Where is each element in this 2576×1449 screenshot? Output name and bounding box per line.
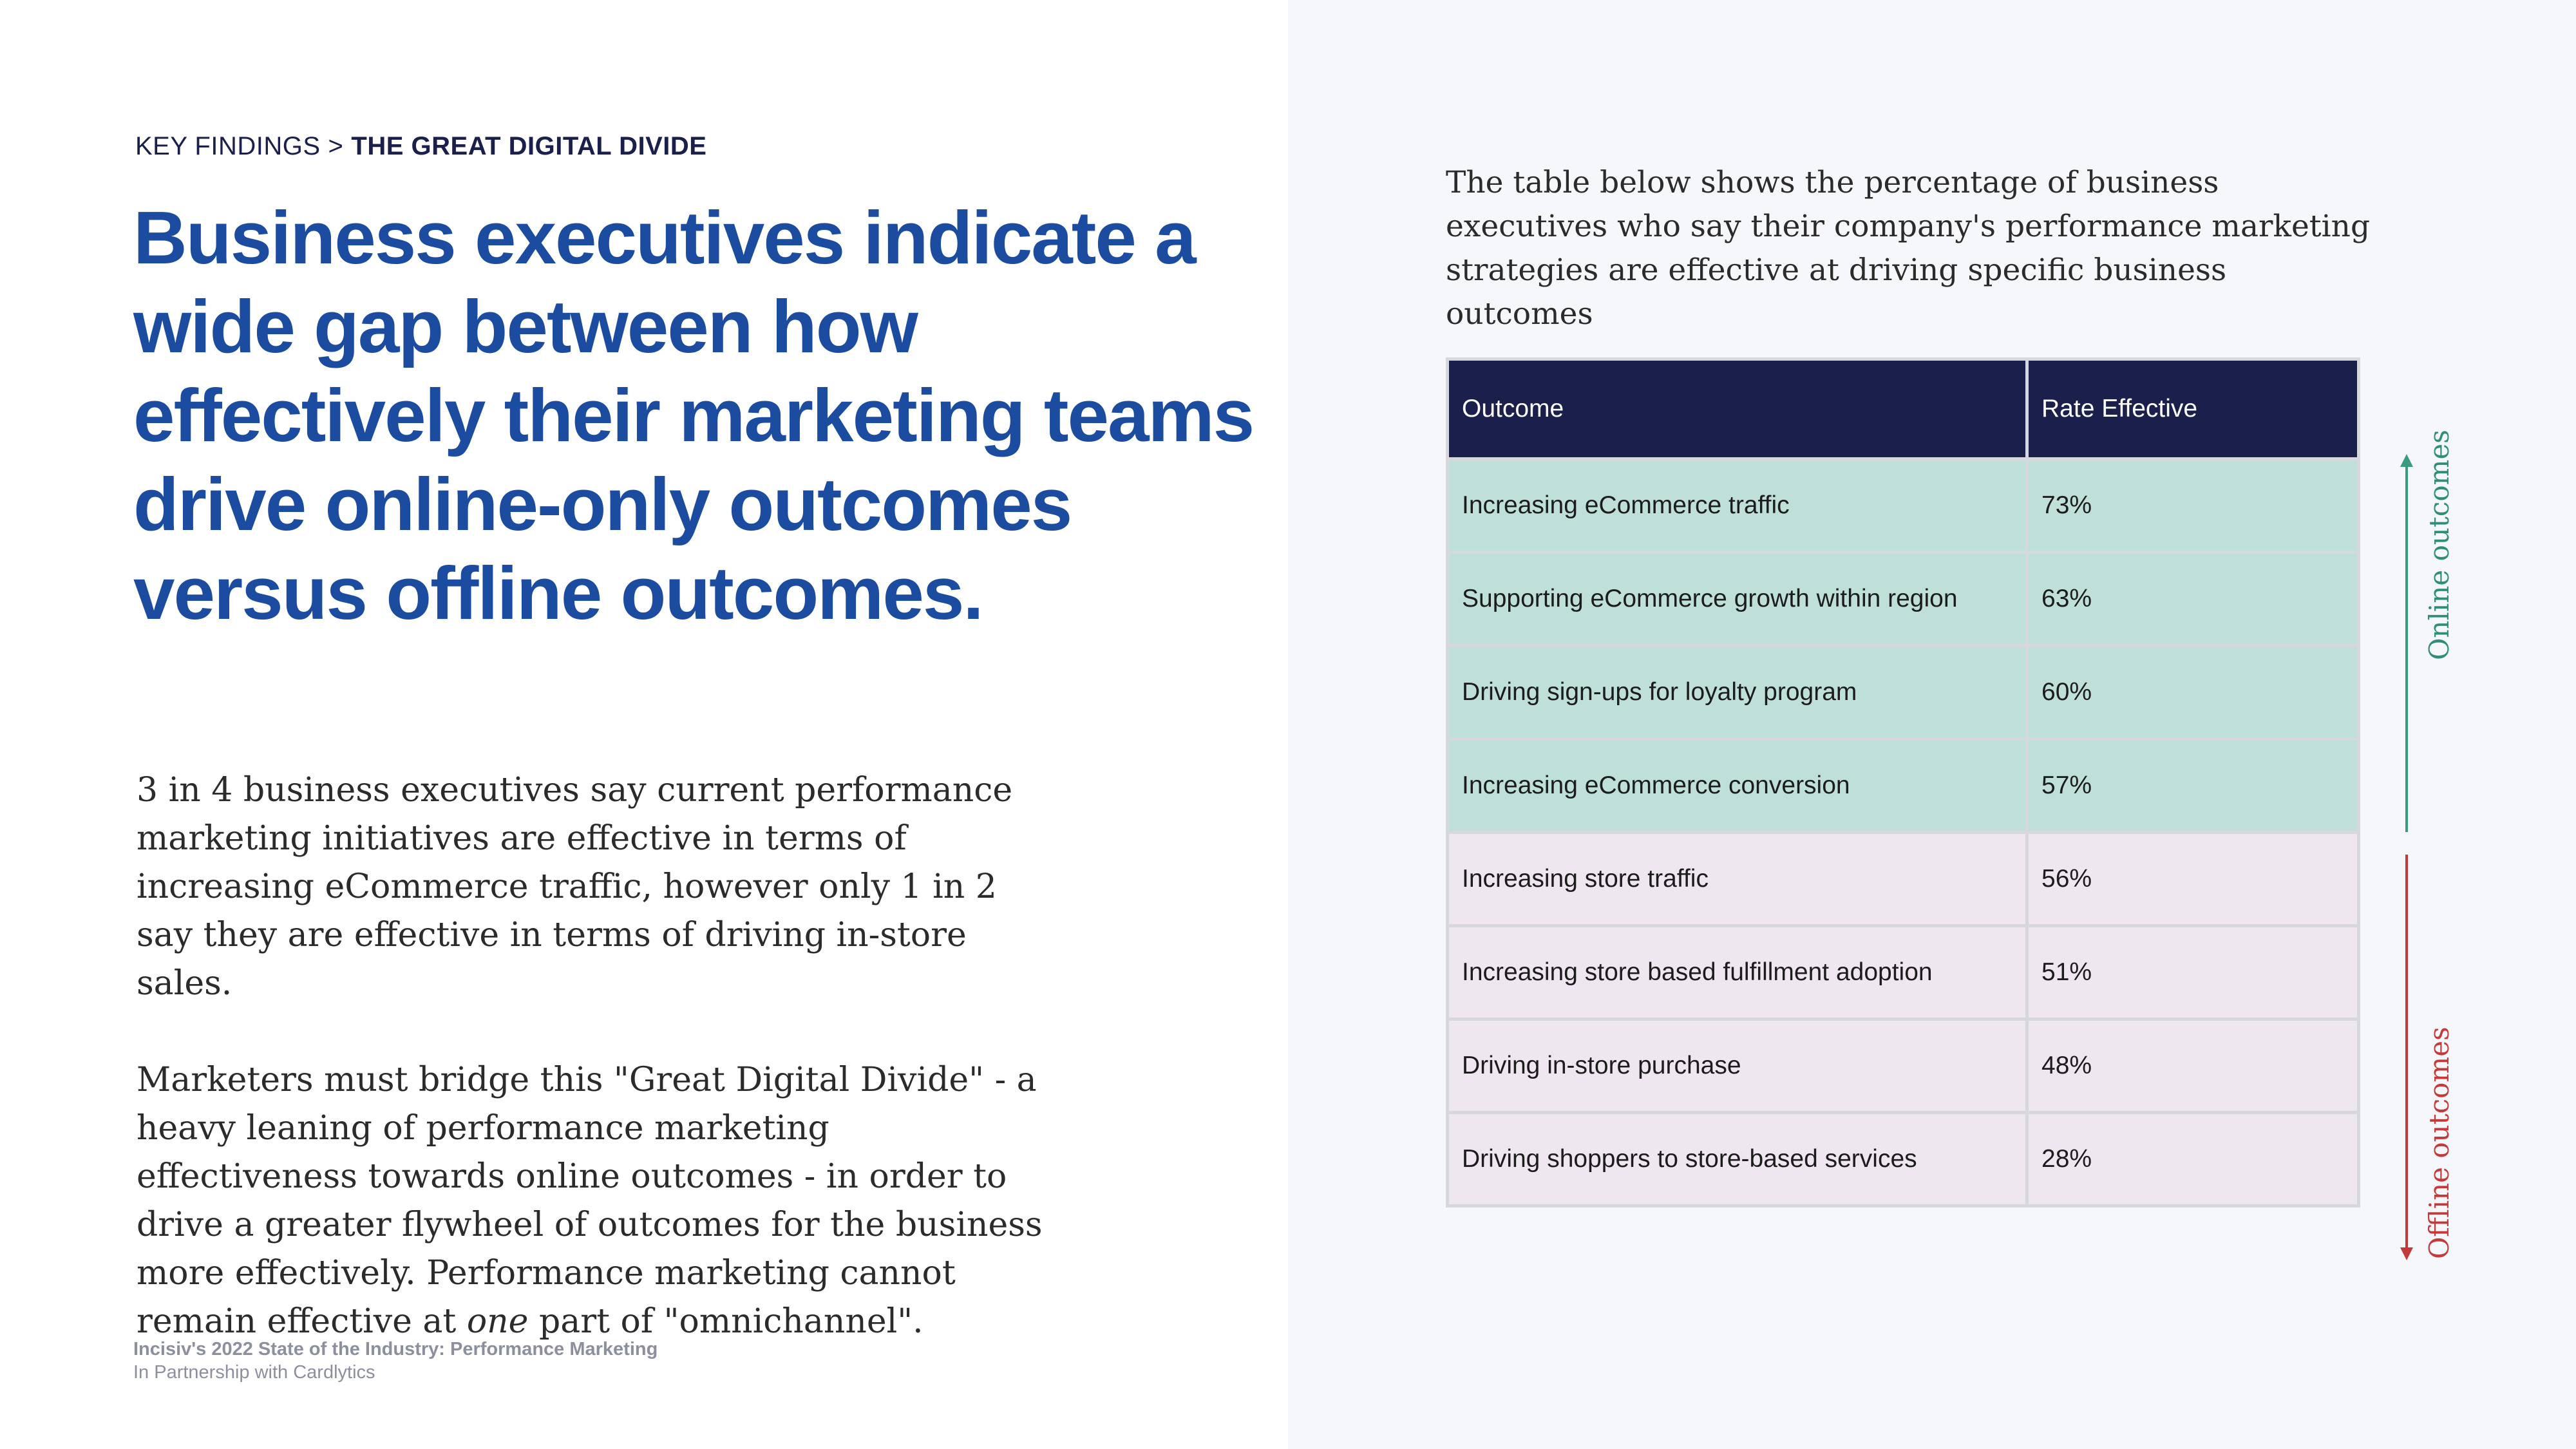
rate-cell: 57% bbox=[2027, 739, 2359, 833]
column-header-outcome: Outcome bbox=[1448, 359, 2027, 459]
page-title: Business executives indicate a wide gap between how effectively their marketing teams drive online-only outcomes versus offline outcomes. bbox=[133, 196, 1254, 635]
table-row-online bbox=[1448, 553, 2359, 646]
offline-outcomes-bracket bbox=[2405, 855, 2408, 1247]
table-row-offline bbox=[1448, 1113, 2359, 1206]
rate-cell: 56% bbox=[2027, 833, 2359, 926]
body-paragraph-2-emphasis: one bbox=[466, 1302, 529, 1341]
rate-cell: 28% bbox=[2027, 1113, 2359, 1206]
body-paragraph-2-text: Marketers must bridge this "Great Digital Divide" - a heavy leaning of performance marketing effectiveness towards online outcomes - in order to drive a greater flywheel of outcomes for the business more effectively. Performance marketing cannot remain effective at bbox=[137, 1061, 1043, 1341]
online-outcomes-bracket bbox=[2405, 464, 2408, 832]
outcome-cell: Increasing store traffic bbox=[1448, 833, 2027, 926]
footer-subtitle: In Partnership with Cardlytics bbox=[133, 1362, 375, 1383]
rate-cell: 48% bbox=[2027, 1019, 2359, 1113]
rate-cell: 73% bbox=[2027, 459, 2359, 553]
outcome-cell: Driving in-store purchase bbox=[1448, 1019, 2027, 1113]
table-row-offline bbox=[1448, 833, 2359, 926]
breadcrumb-parent[interactable]: KEY FINDINGS bbox=[135, 132, 321, 160]
online-outcomes-label: Online outcomes bbox=[2423, 430, 2455, 660]
footer bbox=[133, 1338, 658, 1384]
outcomes-table bbox=[1446, 357, 2360, 1208]
table-row-online bbox=[1448, 739, 2359, 833]
outcome-cell: Increasing eCommerce conversion bbox=[1448, 739, 2027, 833]
outcome-cell: Driving shoppers to store-based services bbox=[1448, 1113, 2027, 1206]
body-text bbox=[137, 766, 1051, 1394]
rate-cell: 51% bbox=[2027, 926, 2359, 1019]
breadcrumb-current: THE GREAT DIGITAL DIVIDE bbox=[351, 132, 707, 160]
table-row-online bbox=[1448, 459, 2359, 553]
rate-cell: 63% bbox=[2027, 553, 2359, 646]
body-paragraph-2-end: part of "omnichannel". bbox=[528, 1302, 923, 1341]
table-header-row bbox=[1448, 359, 2359, 459]
outcome-cell: Driving sign-ups for loyalty program bbox=[1448, 646, 2027, 739]
table-intro: The table below shows the percentage of business executives who say their company's performance marketing strategies are effective at driving specific business outcomes bbox=[1446, 165, 2371, 332]
table-row-offline bbox=[1448, 926, 2359, 1019]
body-paragraph-2 bbox=[137, 1056, 1051, 1346]
arrow-down-icon bbox=[2400, 1247, 2413, 1260]
outcome-cell: Supporting eCommerce growth within region bbox=[1448, 553, 2027, 646]
breadcrumb bbox=[135, 132, 706, 161]
breadcrumb-separator: > bbox=[328, 132, 344, 160]
footer-title: Incisiv's 2022 State of the Industry: Performance Marketing bbox=[133, 1339, 658, 1359]
body-paragraph-1: 3 in 4 business executives say current performance marketing initiatives are effective in terms of increasing eCommerce traffic, however only 1 in 2 say they are effective in terms of driving in-store sales. bbox=[137, 771, 1013, 1003]
table-row-online bbox=[1448, 646, 2359, 739]
offline-outcomes-label: Offline outcomes bbox=[2423, 1027, 2455, 1259]
column-header-rate: Rate Effective bbox=[2027, 359, 2359, 459]
table-row-offline bbox=[1448, 1019, 2359, 1113]
outcome-cell: Increasing store based fulfillment adoption bbox=[1448, 926, 2027, 1019]
rate-cell: 60% bbox=[2027, 646, 2359, 739]
outcome-cell: Increasing eCommerce traffic bbox=[1448, 459, 2027, 553]
